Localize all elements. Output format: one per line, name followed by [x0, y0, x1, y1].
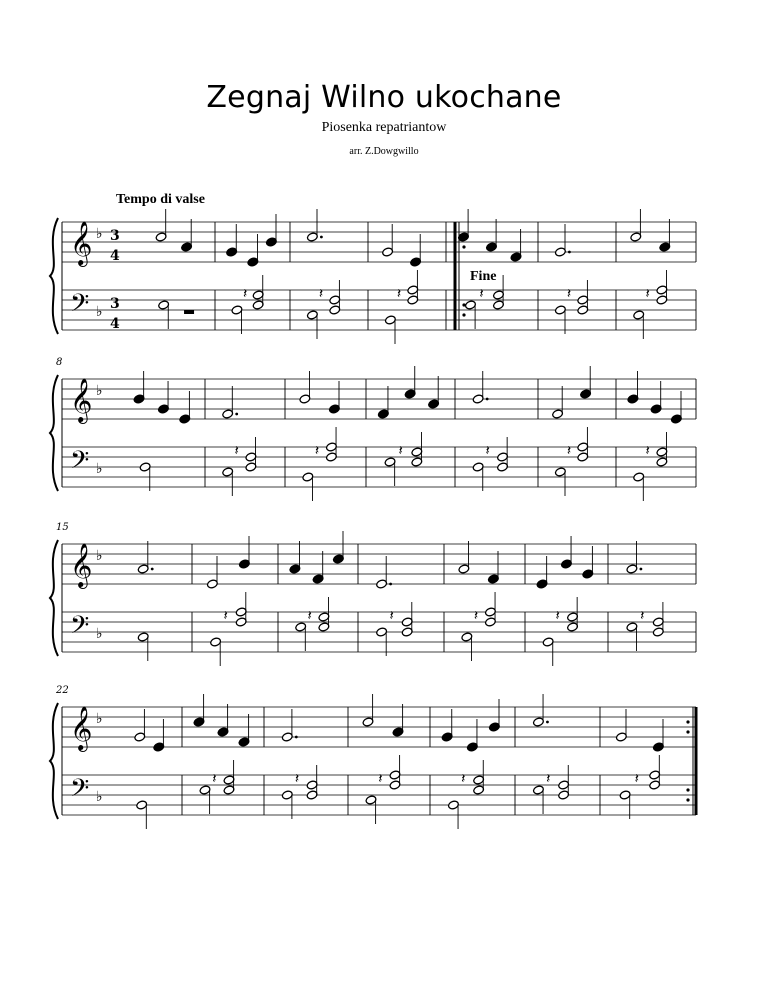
repeat-dot — [686, 798, 689, 801]
time-signature-numerator: 3 — [110, 296, 120, 312]
quarter-rest: 𝄽 — [555, 608, 560, 624]
score-title: Zegnaj Wilno ukochane — [206, 80, 562, 115]
quarter-rest: 𝄽 — [212, 771, 217, 787]
arranger-credit: arr. Z.Dowgwillo — [349, 146, 419, 157]
system-2 — [50, 357, 696, 501]
system-4 — [50, 685, 696, 829]
quarter-rest: 𝄽 — [314, 443, 320, 459]
quarter-rest: 𝄽 — [566, 443, 572, 459]
time-signature-denominator: 4 — [110, 248, 120, 264]
measure-number: 22 — [56, 685, 69, 696]
bass-clef: 𝄢 — [70, 774, 90, 809]
quarter-rest: 𝄽 — [640, 608, 645, 624]
bass-clef: 𝄢 — [70, 611, 90, 646]
quarter-rest: 𝄽 — [634, 771, 639, 787]
quarter-rest: 𝄽 — [307, 608, 312, 624]
quarter-rest: 𝄽 — [389, 608, 394, 624]
quarter-rest: 𝄽 — [318, 286, 324, 302]
tempo-marking: Tempo di valse — [116, 192, 205, 207]
augmentation-dot — [320, 236, 323, 239]
augmentation-dot — [389, 583, 392, 586]
repeat-dot — [686, 730, 689, 733]
measure-number: 15 — [56, 522, 69, 533]
brace — [50, 375, 58, 491]
brace — [50, 218, 58, 334]
system-3 — [50, 522, 696, 666]
quarter-rest: 𝄽 — [234, 443, 239, 459]
augmentation-dot — [151, 568, 154, 571]
augmentation-dot — [486, 398, 489, 401]
key-signature-flat: ♭ — [96, 304, 103, 320]
time-signature-denominator: 4 — [110, 316, 120, 332]
quarter-rest: 𝄽 — [479, 286, 484, 302]
quarter-rest: 𝄽 — [396, 286, 402, 302]
key-signature-flat: ♭ — [96, 626, 103, 642]
augmentation-dot — [295, 736, 298, 739]
measure-number: 8 — [56, 357, 63, 368]
bass-clef: 𝄢 — [70, 446, 90, 481]
key-signature-flat: ♭ — [96, 711, 103, 727]
treble-clef: 𝄞 — [70, 378, 93, 422]
quarter-rest: 𝄽 — [645, 443, 650, 459]
system-1 — [50, 209, 696, 344]
key-signature-flat: ♭ — [96, 789, 103, 805]
quarter-rest: 𝄽 — [242, 286, 248, 302]
repeat-dot — [686, 720, 689, 723]
augmentation-dot — [640, 568, 643, 571]
quarter-rest: 𝄽 — [223, 608, 228, 624]
quarter-rest: 𝄽 — [398, 443, 403, 459]
treble-clef: 𝄞 — [70, 221, 93, 265]
time-signature-numerator: 3 — [110, 228, 120, 244]
brace — [50, 703, 58, 819]
quarter-rest: 𝄽 — [645, 286, 650, 302]
quarter-rest: 𝄽 — [461, 771, 466, 787]
quarter-rest: 𝄽 — [378, 771, 383, 787]
half-rest — [184, 310, 194, 314]
augmentation-dot — [546, 721, 549, 724]
augmentation-dot — [235, 413, 238, 416]
treble-clef: 𝄞 — [70, 543, 93, 587]
score-subtitle: Piosenka repatriantow — [321, 120, 447, 135]
fine-marking: Fine — [470, 269, 497, 284]
bass-clef: 𝄢 — [70, 289, 90, 324]
quarter-rest: 𝄽 — [473, 608, 479, 624]
repeat-dot — [686, 788, 689, 791]
key-signature-flat: ♭ — [96, 383, 103, 399]
quarter-rest: 𝄽 — [546, 771, 551, 787]
quarter-rest: 𝄽 — [294, 771, 300, 787]
augmentation-dot — [568, 251, 571, 254]
quarter-rest: 𝄽 — [566, 286, 572, 302]
quarter-rest: 𝄽 — [485, 443, 490, 459]
key-signature-flat: ♭ — [96, 461, 103, 477]
treble-clef: 𝄞 — [70, 706, 93, 750]
key-signature-flat: ♭ — [96, 548, 103, 564]
key-signature-flat: ♭ — [96, 226, 103, 242]
repeat-dot — [462, 313, 465, 316]
brace — [50, 540, 58, 656]
repeat-dot — [462, 245, 465, 248]
